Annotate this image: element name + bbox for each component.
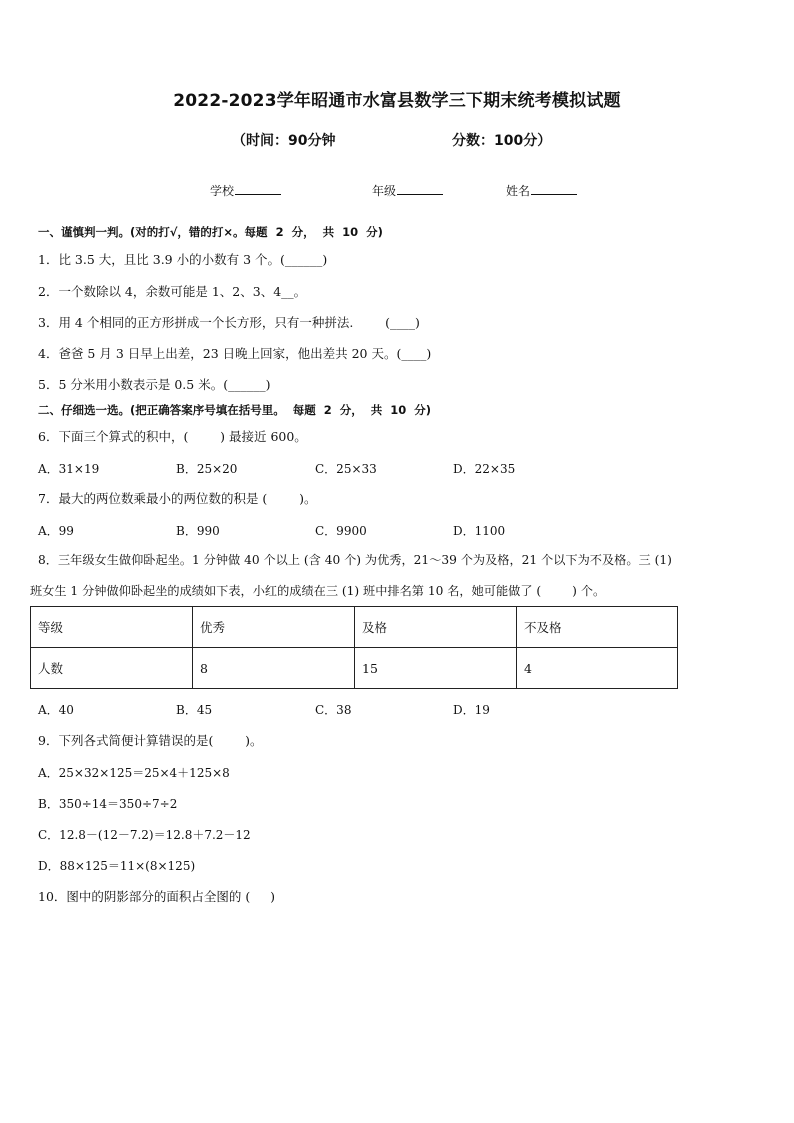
question-9: 9．下列各式简便计算错误的是( )。	[38, 733, 263, 748]
q7-option-d: D．1100	[453, 524, 506, 538]
score-table	[30, 606, 678, 689]
q7-option-c: C．9900	[315, 524, 367, 538]
q6-option-b: B．25×20	[176, 462, 238, 476]
q9-option-a: A．25×32×125＝25×4＋125×8	[38, 766, 230, 780]
question-5: 5．5 分米用小数表示是 0.5 米。(______)	[38, 377, 271, 392]
table-cell: 8	[193, 648, 355, 689]
question-8-line1: 8．三年级女生做仰卧起坐。1 分钟做 40 个以上 (含 40 个) 为优秀，21～39 个为及格，21 个以下为不及格。三 (1)	[38, 553, 672, 567]
q9-option-d: D．88×125＝11×(8×125)	[38, 859, 196, 873]
table-cell: 4	[517, 648, 678, 689]
question-10: 10．图中的阴影部分的面积占全图的 ( )	[38, 889, 276, 904]
q7-option-a: A．99	[38, 524, 74, 538]
q6-option-c: C．25×33	[315, 462, 377, 476]
score-label: 分数：100分）	[452, 133, 552, 149]
table-cell: 及格	[355, 607, 517, 648]
table-cell: 优秀	[193, 607, 355, 648]
question-6: 6．下面三个算式的积中，( ) 最接近 600。	[38, 429, 307, 444]
table-row	[31, 648, 678, 689]
question-2: 2．一个数除以 4，余数可能是 1、2、3、4__。	[38, 284, 307, 299]
question-3: 3．用 4 个相同的正方形拼成一个长方形，只有一种拼法. (____)	[38, 315, 420, 330]
question-7: 7．最大的两位数乘最小的两位数的积是 ( )。	[38, 491, 317, 506]
q8-option-d: D．19	[453, 703, 490, 717]
time-label: （时间：90分钟	[232, 133, 336, 149]
q8-option-c: C．38	[315, 703, 352, 717]
page-title: 2022-2023学年昭通市水富县数学三下期末统考模拟试题	[173, 91, 621, 111]
grade-label: 年级	[372, 184, 397, 198]
q6-option-d: D．22×35	[453, 462, 516, 476]
q8-option-a: A．40	[38, 703, 74, 717]
question-4: 4．爸爸 5 月 3 日早上出差，23 日晚上回家，他出差共 20 天。(____)	[38, 346, 432, 361]
grade-field[interactable]	[372, 182, 443, 199]
table-cell: 15	[355, 648, 517, 689]
school-blank[interactable]	[235, 182, 281, 195]
q6-option-a: A．31×19	[38, 462, 100, 476]
q9-option-b: B．350÷14＝350÷7÷2	[38, 797, 178, 811]
q8-option-b: B．45	[176, 703, 213, 717]
q7-option-b: B．990	[176, 524, 220, 538]
section2-heading: 二、仔细选一选。(把正确答案序号填在括号里。 每题 2 分， 共 10 分)	[38, 403, 432, 417]
name-label: 姓名	[506, 184, 531, 198]
question-8-line2: 班女生 1 分钟做仰卧起坐的成绩如下表，小红的成绩在三 (1) 班中排名第 10 名，她可能做了 ( ) 个。	[30, 584, 606, 598]
school-field[interactable]	[210, 182, 281, 199]
question-1: 1．比 3.5 大，且比 3.9 小的小数有 3 个。(______)	[38, 252, 328, 267]
school-label: 学校	[210, 184, 235, 198]
table-cell: 等级	[31, 607, 193, 648]
name-blank[interactable]	[531, 182, 577, 195]
table-cell: 人数	[31, 648, 193, 689]
section1-heading: 一、谨慎判一判。(对的打√，错的打×。每题 2 分， 共 10 分)	[38, 225, 383, 239]
grade-blank[interactable]	[397, 182, 443, 195]
table-row	[31, 607, 678, 648]
table-cell: 不及格	[517, 607, 678, 648]
q9-option-c: C．12.8－(12－7.2)＝12.8＋7.2－12	[38, 828, 251, 842]
name-field[interactable]	[506, 182, 577, 199]
